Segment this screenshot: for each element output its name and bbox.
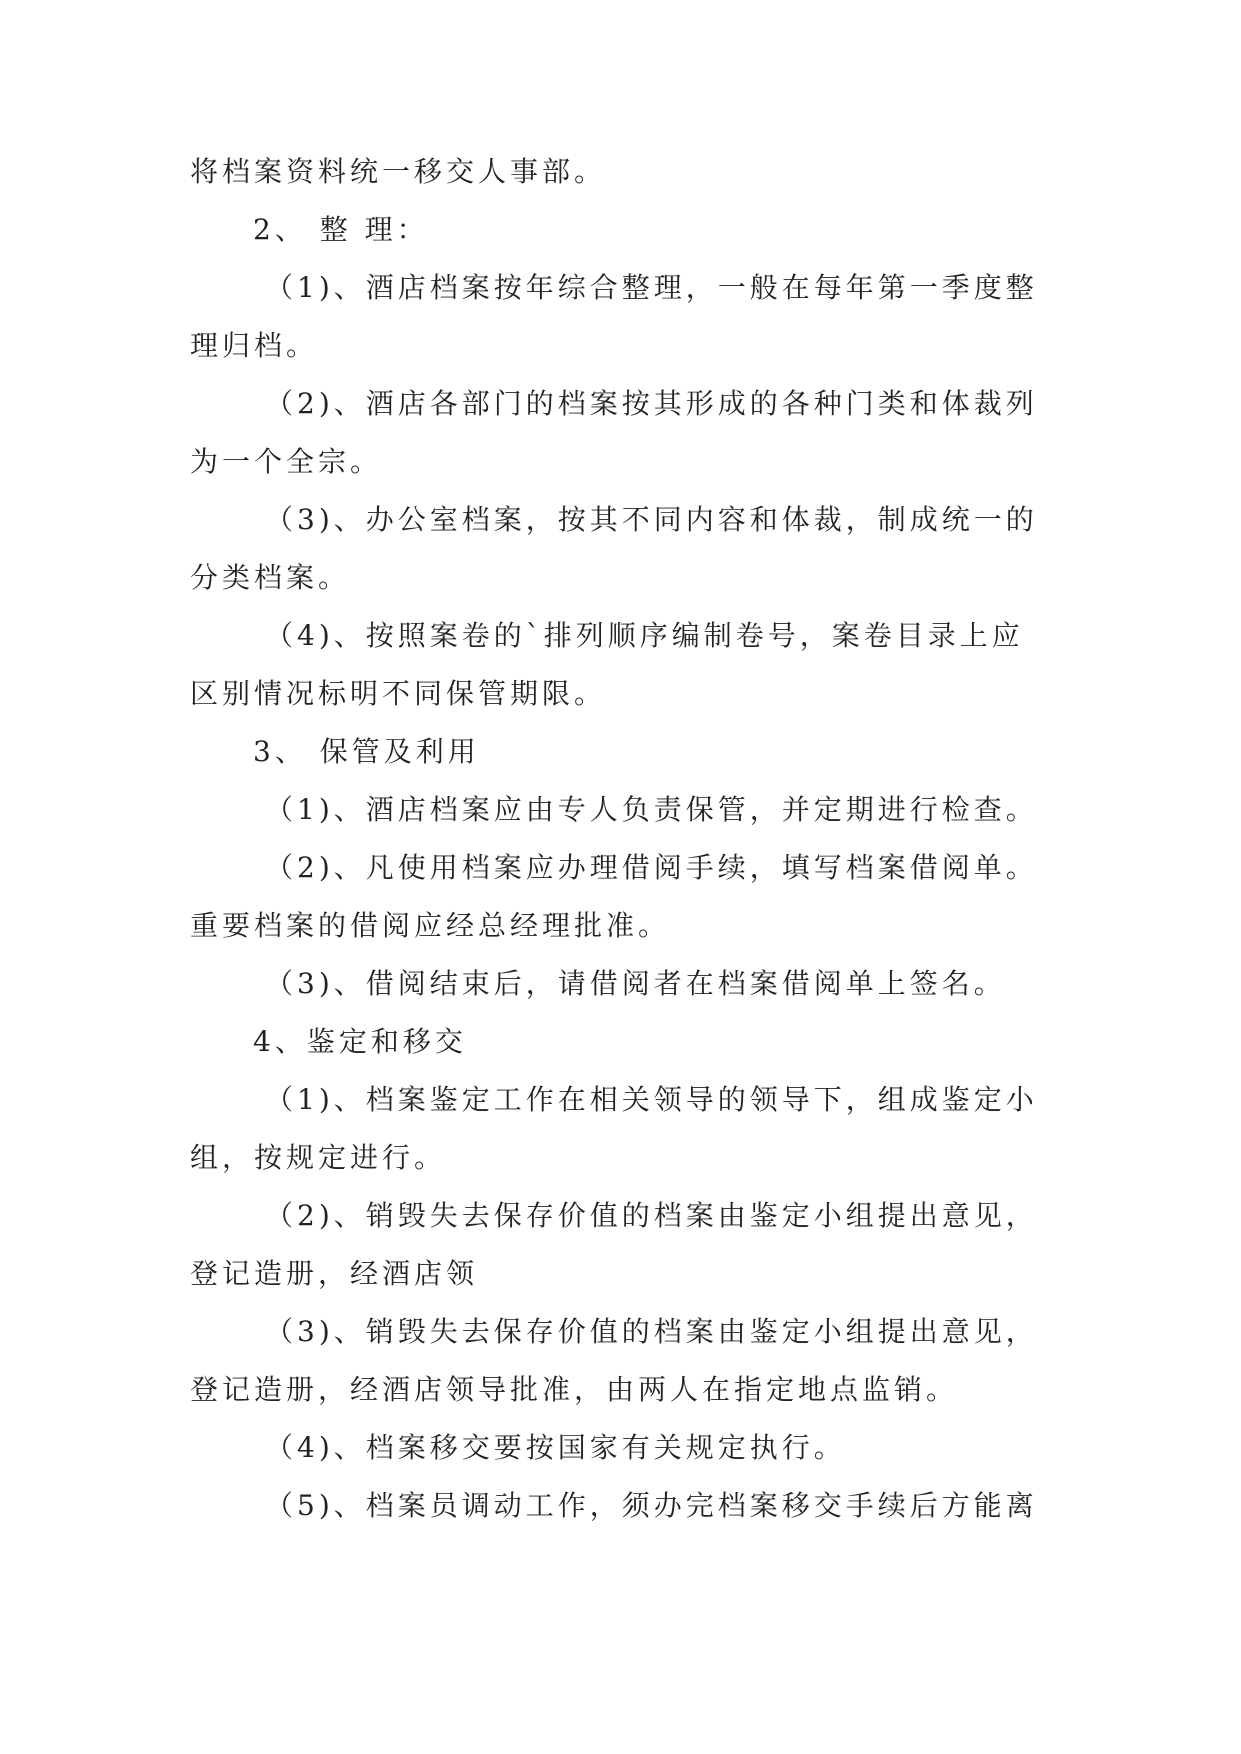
paragraph-line: （1)、档案鉴定工作在相关领导的领导下，组成鉴定小 [265, 1083, 1038, 1116]
paragraph-line: （4)、档案移交要按国家有关规定执行。 [265, 1431, 846, 1464]
section-heading: 4、鉴定和移交 [253, 1025, 467, 1058]
paragraph-line: （1)、酒店档案应由专人负责保管，并定期进行检查。 [265, 793, 1038, 826]
paragraph-line: （2)、酒店各部门的档案按其形成的各种门类和体裁列 [265, 387, 1038, 420]
paragraph-line: （3)、办公室档案，按其不同内容和体裁，制成统一的 [265, 503, 1038, 536]
document-body [190, 155, 1050, 1547]
paragraph-line: （1)、酒店档案按年综合整理，一般在每年第一季度整 [265, 271, 1038, 304]
paragraph-line: 为一个全宗。 [190, 445, 383, 478]
paragraph-line: （5)、档案员调动工作，须办完档案移交手续后方能离 [265, 1489, 1038, 1522]
paragraph-line: 分类档案。 [190, 561, 351, 594]
paragraph-line: 区别情况标明不同保管期限。 [190, 677, 607, 710]
paragraph-line: 将档案资料统一移交人事部。 [190, 155, 607, 188]
paragraph-line: （4)、按照案卷的`排列顺序编制卷号，案卷目录上应 [265, 619, 1024, 652]
paragraph-line: （3)、借阅结束后，请借阅者在档案借阅单上签名。 [265, 967, 1006, 1000]
paragraph-line: 组，按规定进行。 [190, 1141, 447, 1174]
paragraph-line: 重要档案的借阅应经总经理批准。 [190, 909, 671, 942]
paragraph-line: （3)、销毁失去保存价值的档案由鉴定小组提出意见， [265, 1315, 1038, 1348]
paragraph-line: 登记造册，经酒店领导批准，由两人在指定地点监销。 [190, 1373, 959, 1406]
paragraph-line: （2)、销毁失去保存价值的档案由鉴定小组提出意见， [265, 1199, 1038, 1232]
section-heading: 2、 整 理： [253, 213, 429, 246]
paragraph-line: 登记造册，经酒店领 [190, 1257, 479, 1290]
paragraph-line: 理归档。 [190, 329, 319, 362]
section-heading: 3、 保管及利用 [253, 735, 480, 768]
paragraph-line: （2)、凡使用档案应办理借阅手续，填写档案借阅单。 [265, 851, 1038, 884]
